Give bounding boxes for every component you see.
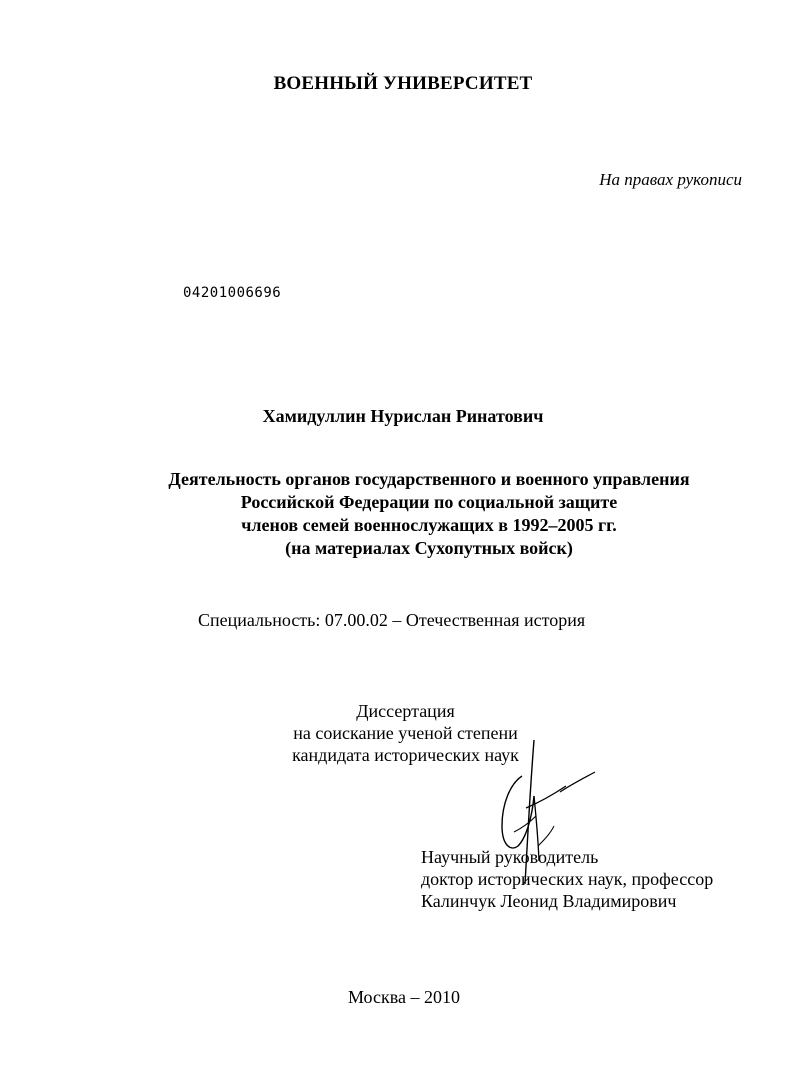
supervisor-line: доктор исторических наук, профессор (421, 869, 714, 889)
dissertation-line: кандидата исторических наук (292, 745, 519, 765)
dissertation-line: на соискание ученой степени (293, 723, 518, 743)
author-name: Хамидуллин Нурислан Ринатович (262, 406, 544, 426)
title-line: (на материалах Сухопутных войск) (285, 538, 573, 558)
supervisor-line: Калинчук Леонид Владимирович (421, 891, 677, 911)
city-year: Москва – 2010 (348, 987, 460, 1007)
title-line: членов семей военнослужащих в 1992–2005 гг. (241, 515, 617, 535)
rights-note: На правах рукописи (599, 170, 742, 189)
supervisor-line: Научный руководитель (421, 847, 599, 867)
supervisor-block (421, 846, 713, 912)
dissertation-line: Диссертация (356, 701, 455, 721)
title-line: Деятельность органов государственного и военного управления (168, 469, 690, 489)
catalog-code: 04201006696 (183, 285, 282, 301)
specialty: Специальность: 07.00.02 – Отечественная история (198, 610, 586, 630)
dissertation-title (0, 468, 795, 560)
title-line: Российской Федерации по социальной защите (240, 492, 618, 512)
university-name: ВОЕННЫЙ УНИВЕРСИТЕТ (273, 73, 533, 94)
